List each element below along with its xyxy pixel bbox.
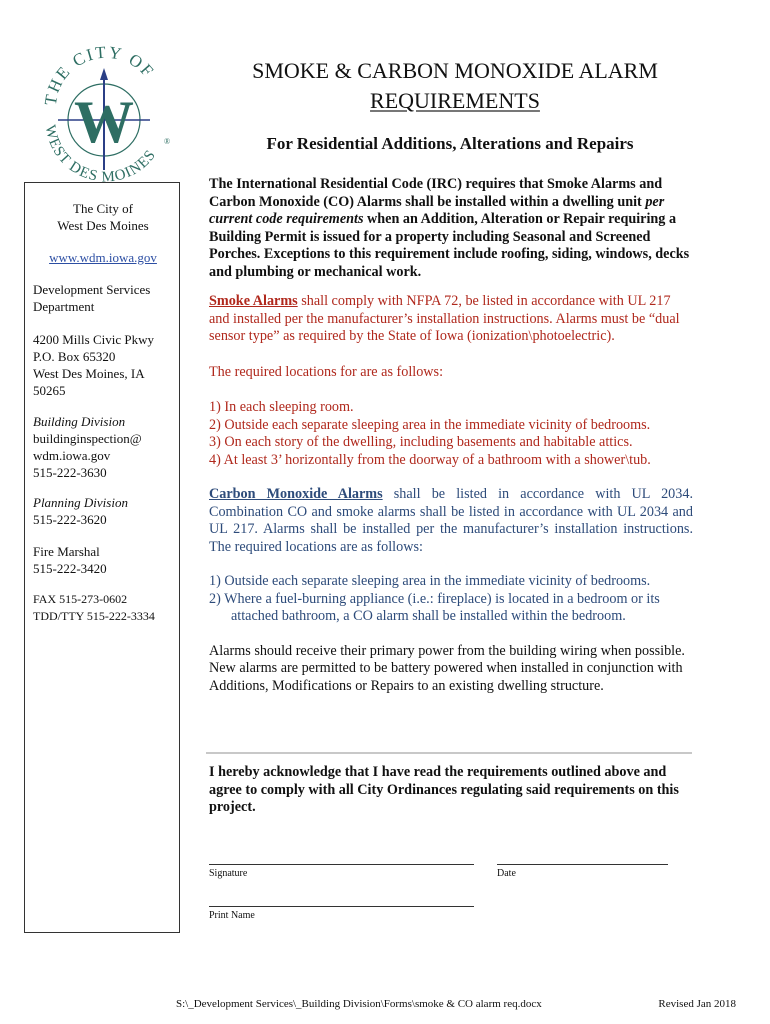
co-heading: Carbon Monoxide Alarms bbox=[209, 486, 383, 502]
dept-line-1: Development Services bbox=[33, 282, 151, 297]
list-item: 3) On each story of the dwelling, including basements and habitable attics. bbox=[209, 434, 633, 450]
website-link[interactable]: www.wdm.iowa.gov bbox=[49, 250, 157, 265]
title-line-2: REQUIREMENTS bbox=[370, 88, 540, 113]
planning-phone: 515-222-3620 bbox=[33, 512, 107, 527]
building-email-line-2: wdm.iowa.gov bbox=[33, 448, 111, 463]
planning-division bbox=[33, 494, 173, 528]
contact-sidebar bbox=[24, 182, 180, 933]
co-paragraph bbox=[209, 486, 693, 556]
footer-file-path: S:\_Development Services\_Building Division\Forms\smoke & CO alarm req.docx bbox=[176, 998, 542, 1010]
intro-paragraph bbox=[209, 176, 693, 281]
fire-marshal-phone: 515-222-3420 bbox=[33, 561, 107, 576]
co-location-list bbox=[209, 573, 693, 626]
address-line-3: West Des Moines, IA bbox=[33, 366, 145, 381]
city-name bbox=[33, 200, 173, 234]
main-content bbox=[209, 176, 693, 695]
footer-revised: Revised Jan 2018 bbox=[658, 998, 736, 1010]
fire-marshal-title: Fire Marshal bbox=[33, 544, 100, 559]
list-item: 4) At least 3’ horizontally from the doorway of a bathroom with a shower\tub. bbox=[209, 451, 651, 468]
divider bbox=[206, 752, 692, 754]
department bbox=[33, 281, 173, 315]
dept-line-2: Department bbox=[33, 299, 95, 314]
title-line-1: SMOKE & CARBON MONOXIDE ALARM bbox=[252, 58, 658, 83]
fax-tdd bbox=[33, 591, 173, 625]
address-line-4: 50265 bbox=[33, 383, 66, 398]
list-item: 2) Outside each separate sleeping area in the immediate vicinity of bedrooms. bbox=[209, 416, 651, 433]
fax-number: FAX 515-273-0602 bbox=[33, 592, 128, 606]
signature-label: Signature bbox=[209, 868, 248, 879]
list-item: 1) In each sleeping room. bbox=[209, 399, 354, 415]
tdd-number: TDD/TTY 515-222-3334 bbox=[33, 609, 155, 623]
logo-bottom-text: WEST DES MOINES bbox=[41, 123, 160, 186]
date-label: Date bbox=[497, 868, 516, 879]
building-division-title: Building Division bbox=[33, 414, 126, 429]
date-line[interactable] bbox=[497, 864, 668, 865]
smoke-heading: Smoke Alarms bbox=[209, 293, 298, 309]
address-line-2: P.O. Box 65320 bbox=[33, 349, 116, 364]
city-line-2: West Des Moines bbox=[57, 218, 149, 233]
footer bbox=[176, 998, 736, 1010]
address-line-1: 4200 Mills Civic Pkwy bbox=[33, 332, 154, 347]
signature-line[interactable] bbox=[209, 864, 474, 865]
logo-registered-mark: ® bbox=[164, 137, 171, 146]
power-paragraph: Alarms should receive their primary power from the building wiring when possible. New alarms are permitted to be battery powered when installed in conjunction with Additions, Modifications or Repairs to an existing dwelling structure. bbox=[209, 642, 685, 694]
smoke-location-list bbox=[209, 399, 693, 469]
smoke-locations-intro: The required locations for are as follows: bbox=[209, 363, 444, 380]
page-subtitle: For Residential Additions, Alterations and Repairs bbox=[266, 134, 634, 153]
print-name-line[interactable] bbox=[209, 906, 474, 907]
planning-division-title: Planning Division bbox=[33, 495, 128, 510]
building-email-line-1: buildinginspection@ bbox=[33, 431, 142, 446]
intro-text-2: when an Addition, Alteration or Repair requiring a Building Permit is issued for a property including Seasonal and Screened Porches. Exceptions to this requirement include roofing, siding, windows, decks and plumbing or mechanical work. bbox=[209, 211, 690, 280]
logo-letter: W bbox=[74, 89, 134, 155]
smoke-paragraph bbox=[209, 293, 693, 346]
logo-top-text: THE CITY OF bbox=[40, 44, 159, 107]
co-item-2-line-1: 2) Where a fuel-burning appliance (i.e.: fireplace) is located in a bedroom or its bbox=[209, 590, 660, 607]
co-item-2-line-2: attached bathroom, a CO alarm shall be installed within the bedroom. bbox=[231, 608, 626, 624]
building-division bbox=[33, 413, 173, 481]
city-line-1: The City of bbox=[73, 201, 133, 216]
page-title bbox=[230, 56, 680, 116]
list-item bbox=[209, 591, 693, 626]
city-logo bbox=[36, 44, 174, 186]
list-item: 1) Outside each separate sleeping area in the immediate vicinity of bedrooms. bbox=[209, 573, 651, 589]
intro-text-1: The International Residential Code (IRC) requires that Smoke Alarms and Carbon Monoxide (CO) Alarms shall be installed within a dwelling unit bbox=[209, 176, 663, 210]
intro-italic: per current code requirements bbox=[209, 193, 665, 227]
acknowledgement: I hereby acknowledge that I have read the requirements outlined above and agree to comply with all City Ordinances regulating said requirements on this project. bbox=[209, 764, 679, 815]
smoke-text: shall comply with NFPA 72, be listed in accordance with UL 217 and installed per the manufacturer’s installation instructions. Alarms must be “dual sensor type” as required by the State of Iowa (ionization\photoelectric). bbox=[209, 293, 680, 344]
co-text: shall be listed in accordance with UL 2034. Combination CO and smoke alarms shall be listed in accordance with UL 2034 and UL 217. Alarms shall be installed per the manufacturer’s installation instructions. The required locations are as follows: bbox=[209, 486, 694, 555]
building-phone: 515-222-3630 bbox=[33, 465, 107, 480]
fire-marshal bbox=[33, 543, 173, 577]
print-name-label: Print Name bbox=[209, 910, 255, 921]
address bbox=[33, 331, 173, 399]
